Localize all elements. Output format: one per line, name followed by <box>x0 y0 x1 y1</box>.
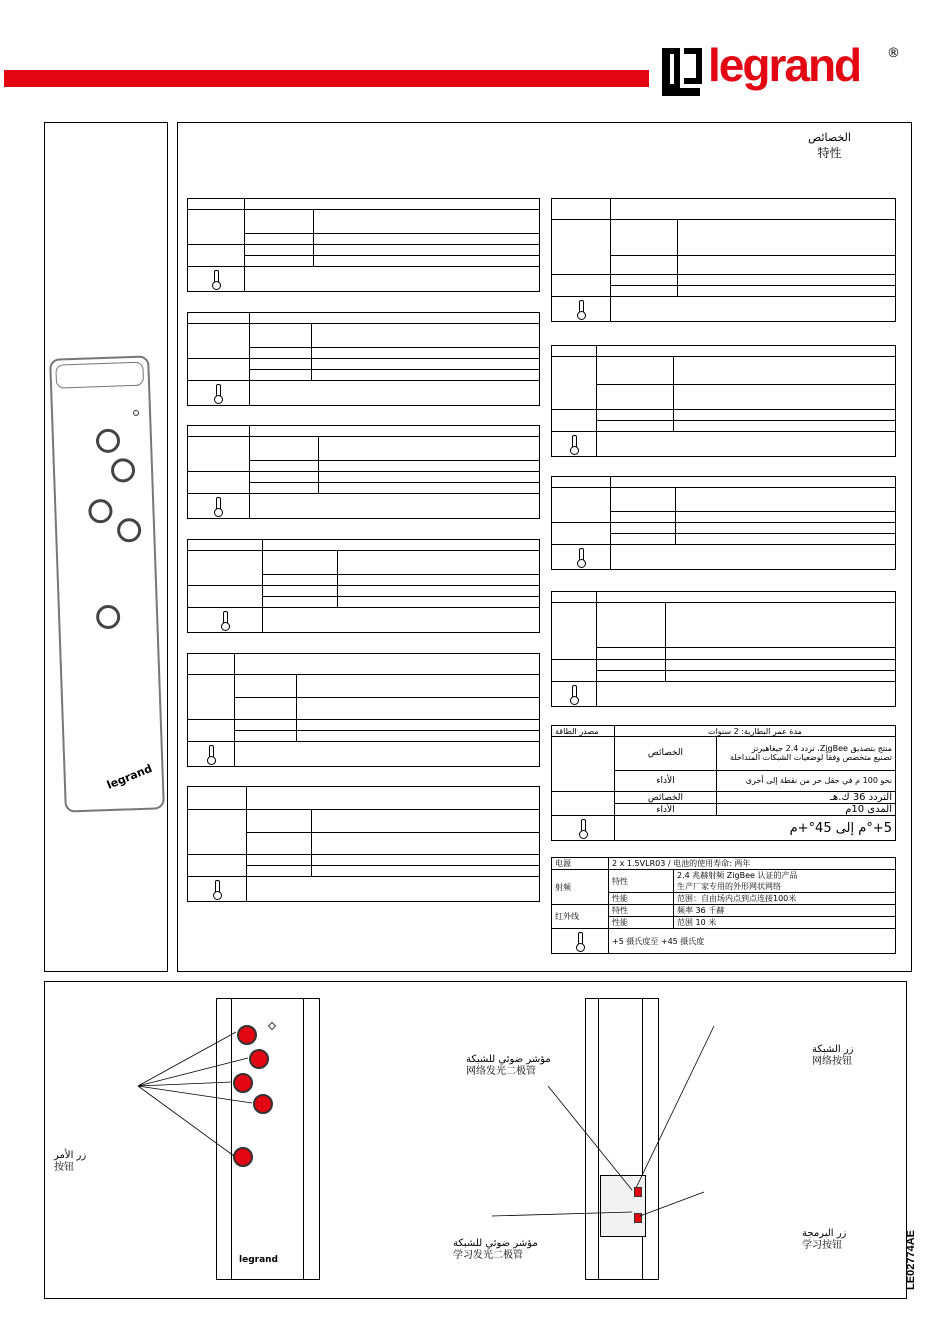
zh-temp-value: +5 摄氏度至 +45 摄氏度 <box>609 929 896 954</box>
ar-radio-perf-value: نحو 100 م في حقل حر من نقطة إلى أخرى <box>717 770 896 791</box>
zh-ir-perf-label: 性能 <box>609 917 674 929</box>
ar-radio-char-line1: منتج بتصديق ZigBee، تردد 2.4 جيغاهيرتز <box>751 744 892 754</box>
ar-ir-perf-label: الأداء <box>615 804 717 816</box>
network-btn-zh: 网络按钮 <box>812 1056 852 1067</box>
zh-ir-char-label: 特性 <box>609 905 674 917</box>
network-btn-ar: زر الشبكة <box>812 1044 854 1055</box>
command-button-label <box>54 1150 86 1174</box>
zh-radio-char-line2: 生产厂家专用的外形网状网络 <box>677 882 781 891</box>
zh-power-value: 2 x 1.5VLR03 / 电池的使用寿命: 两年 <box>609 858 896 870</box>
zh-ir-label: 红外线 <box>552 905 609 929</box>
command-label-zh: 按钮 <box>54 1162 74 1173</box>
learn-led-label <box>453 1238 538 1262</box>
learn-btn-ar: زر البرمجة <box>802 1228 847 1239</box>
zh-radio-char-line1: 2.4 兆赫射频 ZigBee 认证的产品 <box>677 871 798 880</box>
ar-radio-char-label: الخصائص <box>615 737 717 771</box>
brand-name: legrand <box>708 39 861 91</box>
zh-radio-perf-label: 性能 <box>609 893 674 905</box>
zh-ir-perf-value: 范围 10 米 <box>674 917 896 929</box>
network-led-label <box>466 1054 551 1078</box>
document-code: LE02774AE <box>905 1230 917 1290</box>
ar-ir-char-label: الخصائص <box>615 792 717 804</box>
zh-radio-label: 射频 <box>552 870 609 905</box>
learn-led-ar: مؤشر ضوئي للشبكة <box>453 1238 538 1249</box>
ar-temp-value: 5+°م إلى 45°+م <box>615 816 896 841</box>
network-led-ar: مؤشر ضوئي للشبكة <box>466 1054 551 1065</box>
command-label-ar: زر الأمر <box>54 1150 87 1161</box>
heading-arabic: الخصائص <box>808 131 851 144</box>
zh-power-label: 电源 <box>552 858 609 870</box>
remote-logo: legrand <box>105 761 155 792</box>
ar-power-value: مدة عمر البطارية: 2 سنوات <box>615 726 896 737</box>
ar-power-label: مصدر الطاقة <box>552 726 615 737</box>
network-button-label <box>812 1044 853 1068</box>
learn-btn-zh: 学习按钮 <box>802 1240 842 1251</box>
zh-ir-char-value: 频率 36 千赫 <box>674 905 896 917</box>
network-led-zh: 网络发光二极管 <box>466 1066 536 1077</box>
learn-button-label <box>802 1228 846 1252</box>
registered-mark: ® <box>887 46 900 61</box>
heading-chinese: 特性 <box>817 146 842 160</box>
zh-radio-char-label: 特性 <box>609 870 674 893</box>
ar-ir-char-value: التردد 36 ك.هـ <box>717 792 896 804</box>
ar-ir-perf-value: المدى 10م <box>717 804 896 816</box>
front-remote-logo: legrand <box>239 1255 278 1265</box>
zh-radio-perf-value: 范围：自由场内点到点连接100米 <box>674 893 896 905</box>
ar-radio-perf-label: الأداء <box>615 770 717 791</box>
ar-radio-char-line2: تصنيع متخصص وفقاً لوضعيات الشبكات المتداخلة <box>730 753 892 763</box>
learn-led-zh: 学习发光二极管 <box>453 1250 523 1261</box>
